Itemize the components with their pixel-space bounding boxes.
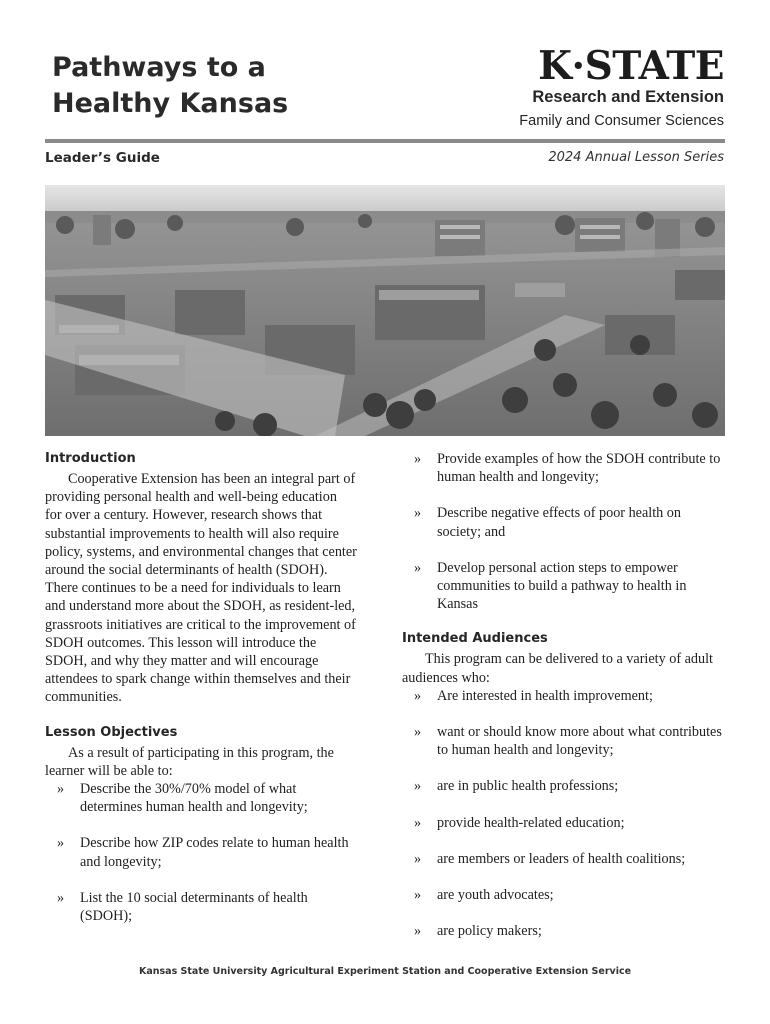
bullet-mark: » xyxy=(414,778,422,795)
list-item xyxy=(402,777,725,795)
list-item xyxy=(45,780,357,816)
lesson-objectives-heading: Lesson Objectives xyxy=(45,724,178,740)
list-item xyxy=(402,723,725,759)
bullet-mark: » xyxy=(414,687,422,704)
objective-text: Describe the 30%/70% model of what determines human health and longevity; xyxy=(80,781,308,816)
list-item xyxy=(402,886,725,904)
audience-text: are in public health professions; xyxy=(437,778,619,795)
brand-department: Family and Consumer Sciences xyxy=(519,113,724,129)
title-line-1: Pathways to a xyxy=(52,52,266,83)
list-item xyxy=(402,814,725,832)
introduction-heading: Introduction xyxy=(45,451,136,466)
objective-text: Describe how ZIP codes relate to human health and longevity; xyxy=(80,835,349,870)
list-item xyxy=(402,559,725,614)
audience-text: want or should know more about what contributes to human health and longevity; xyxy=(437,724,722,759)
kstate-brand xyxy=(484,43,724,131)
bullet-mark: » xyxy=(414,505,422,522)
document-title xyxy=(52,50,288,122)
audience-text: provide health-related education; xyxy=(437,814,625,831)
objective-text: List the 10 social determinants of health (SDOH); xyxy=(80,889,308,925)
bullet-mark: » xyxy=(414,850,422,867)
footer-text: Kansas State University Agricultural Experiment Station and Cooperative Extension Service xyxy=(138,966,632,977)
bullet-mark: » xyxy=(57,781,65,798)
kstate-logo: K·STATE xyxy=(538,43,724,89)
bullet-mark: » xyxy=(414,559,422,576)
list-item xyxy=(402,850,725,868)
introduction-paragraph: Cooperative Extension has been an integral part of providing personal health and well-being education for over a century. However, research shows that substantial improvements to health will also require policy, systems, and environmental changes that center around the social determinants of health (SDOH). There continues to be a need for individuals to learn and understand more about the SDOH, as resident-led, grassroots initiatives are critical to the improvement of SDOH outcomes. This lesson will introduce the SDOH, and why they matter and will encourage attendees to spark change within themselves and their communities. xyxy=(45,471,357,706)
brand-subtitle: Research and Extension xyxy=(532,88,724,106)
bullet-mark: » xyxy=(414,724,422,741)
objective-text: Describe negative effects of poor health on society; and xyxy=(437,505,681,540)
audience-text: Are interested in health improvement; xyxy=(437,687,653,704)
audience-text: are members or leaders of health coalitions; xyxy=(437,850,686,867)
right-column xyxy=(402,450,725,940)
lesson-objectives-lead: As a result of participating in this program, the learner will be able to: xyxy=(45,744,334,779)
bullet-mark: » xyxy=(414,451,422,467)
intended-audiences-heading: Intended Audiences xyxy=(402,631,548,647)
audience-text: are youth advocates; xyxy=(437,887,554,904)
list-item xyxy=(402,450,725,486)
list-item xyxy=(402,504,725,540)
bullet-mark: » xyxy=(414,814,422,831)
bullet-mark: » xyxy=(57,889,65,906)
aerial-town-photo xyxy=(45,185,725,436)
lesson-objectives-section xyxy=(45,724,357,926)
audiences-list xyxy=(402,687,725,941)
list-item xyxy=(402,922,725,940)
audience-text: are policy makers; xyxy=(437,923,542,940)
objective-text: Develop personal action steps to empower communities to build a pathway to health in Kansas xyxy=(437,559,687,613)
list-item xyxy=(45,834,357,870)
header-divider xyxy=(45,139,725,143)
bullet-mark: » xyxy=(57,835,65,852)
bullet-mark: » xyxy=(414,887,422,904)
objectives-list-right xyxy=(402,450,725,613)
lesson-series-label: 2024 Annual Lesson Series xyxy=(548,150,724,165)
title-line-2: Healthy Kansas xyxy=(52,88,289,119)
objective-text: Provide examples of how the SDOH contribute to human health and longevity; xyxy=(437,451,721,486)
bullet-mark: » xyxy=(414,923,422,940)
list-item xyxy=(402,687,725,705)
list-item xyxy=(45,889,357,925)
objectives-list-left xyxy=(45,780,357,925)
introduction-section xyxy=(45,450,357,707)
intended-audiences-lead: This program can be delivered to a variety of adult audiences who: xyxy=(402,651,713,686)
left-column xyxy=(45,450,357,925)
leaders-guide-label: Leader’s Guide xyxy=(45,150,160,166)
intended-audiences-section xyxy=(402,630,725,940)
